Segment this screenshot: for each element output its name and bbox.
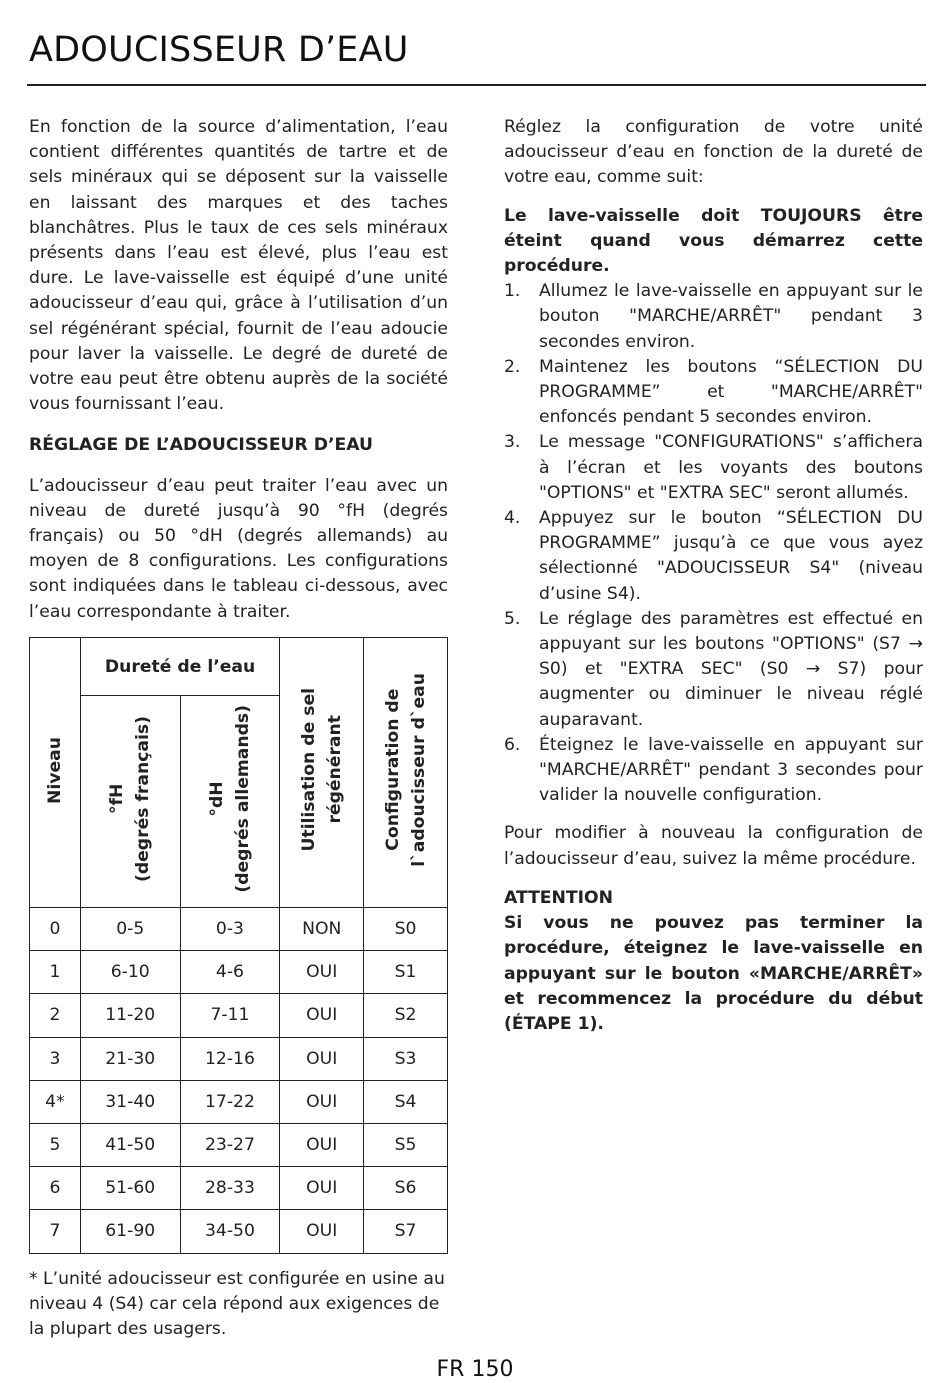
step-text: Le réglage des paramètres est effectué en appuyant sur les boutons "OPTIONS" (S7 → S0) et "EXTRA SEC" (S0 → S7) pour augmenter ou diminuer le niveau réglé auparavant. — [539, 608, 923, 730]
step-text: Maintenez les boutons “SÉLECTION DU PROGRAMME” et "MARCHE/ARRÊT" enfoncés pendant 5 secondes environ. — [539, 356, 923, 428]
cell-salt: OUI — [280, 1080, 364, 1123]
step-number: 5. — [504, 608, 521, 629]
cell-dh: 4-6 — [180, 951, 280, 994]
cell-fh: 11-20 — [80, 994, 180, 1037]
cell-dh: 17-22 — [180, 1080, 280, 1123]
left-column — [29, 115, 448, 625]
cell-dh: 7-11 — [180, 994, 280, 1037]
step-number: 2. — [504, 356, 521, 377]
cell-fh: 6-10 — [80, 951, 180, 994]
header-config: Configuration de l`adoucisseur d`eau — [364, 638, 448, 908]
cell-config: S1 — [364, 951, 448, 994]
cell-fh: 41-50 — [80, 1123, 180, 1166]
table-row — [30, 951, 448, 994]
header-salt: Utilisation de sel régénérant — [280, 638, 364, 908]
list-item — [504, 506, 923, 607]
cell-salt: OUI — [280, 994, 364, 1037]
cell-config: S0 — [364, 908, 448, 951]
cell-dh: 23-27 — [180, 1123, 280, 1166]
cell-config: S3 — [364, 1037, 448, 1080]
cell-level: 2 — [30, 994, 81, 1037]
table-row — [30, 908, 448, 951]
header-fh: °fH (degrés français) — [80, 696, 180, 908]
cell-config: S7 — [364, 1210, 448, 1253]
right-column — [504, 115, 923, 1037]
cell-config: S6 — [364, 1167, 448, 1210]
title-divider — [27, 84, 926, 86]
procedure-outro: Pour modifier à nouveau la configuration de l’adoucisseur d’eau, suivez la même procédure. — [504, 823, 923, 869]
attention-text: Si vous ne pouvez pas terminer la procédure, éteignez le lave-vaisselle en appuyant sur le bouton «MARCHE/ARRÊT» et recommencez la procédure du début (ÉTAPE 1). — [504, 913, 923, 1034]
setting-paragraph: L’adoucisseur d’eau peut traiter l’eau avec un niveau de dureté jusqu’à 90 °fH (degrés français) ou 50 °dH (degrés allemands) au moyen de 8 configurations. Les configurations sont indiquées dans le tableau ci-dessous, avec l’eau correspondante à traiter. — [29, 475, 448, 622]
cell-level: 4* — [30, 1080, 81, 1123]
table-row — [30, 1080, 448, 1123]
step-text: Appuyez sur le bouton “SÉLECTION DU PROGRAMME” jusqu’à ce que vous ayez sélectionné "ADOUCISSEUR S4" (niveau d’usine S4). — [539, 508, 923, 604]
step-text: Éteignez le lave-vaisselle en appuyant sur "MARCHE/ARRÊT" pendant 3 secondes pour valider la nouvelle configuration. — [539, 734, 923, 806]
cell-config: S2 — [364, 994, 448, 1037]
cell-fh: 61-90 — [80, 1210, 180, 1253]
list-item — [504, 355, 923, 431]
cell-fh: 31-40 — [80, 1080, 180, 1123]
section-heading: RÉGLAGE DE L’ADOUCISSEUR D’EAU — [29, 435, 373, 456]
cell-fh: 0-5 — [80, 908, 180, 951]
cell-level: 1 — [30, 951, 81, 994]
cell-salt: OUI — [280, 1037, 364, 1080]
procedure-warning: Le lave-vaisselle doit TOUJOURS être éteint quand vous démarrez cette procédure. — [504, 205, 923, 277]
step-number: 3. — [504, 432, 521, 453]
cell-config: S5 — [364, 1123, 448, 1166]
page-title: ADOUCISSEUR D’EAU — [29, 30, 409, 70]
attention-title: ATTENTION — [504, 887, 614, 908]
cell-fh: 51-60 — [80, 1167, 180, 1210]
cell-salt: NON — [280, 908, 364, 951]
cell-salt: OUI — [280, 1167, 364, 1210]
cell-fh: 21-30 — [80, 1037, 180, 1080]
step-number: 6. — [504, 734, 521, 755]
step-text: Le message "CONFIGURATIONS" s’affichera à l’écran et les voyants des boutons "OPTIONS" et "EXTRA SEC" seront allumés. — [539, 432, 923, 503]
header-hardness-group: Dureté de l’eau — [80, 638, 279, 696]
cell-level: 0 — [30, 908, 81, 951]
cell-dh: 12-16 — [180, 1037, 280, 1080]
procedure-intro: Réglez la configuration de votre unité adoucisseur d’eau en fonction de la dureté de votre eau, comme suit: — [504, 117, 923, 188]
step-text: Allumez le lave-vaisselle en appuyant sur le bouton "MARCHE/ARRÊT" pendant 3 secondes environ. — [539, 281, 923, 352]
list-item — [504, 733, 923, 809]
procedure-steps — [504, 279, 923, 808]
header-dh: °dH (degrés allemands) — [180, 696, 280, 908]
cell-level: 5 — [30, 1123, 81, 1166]
page-number: FR 150 — [436, 1357, 514, 1382]
table-row — [30, 1167, 448, 1210]
table-row — [30, 994, 448, 1037]
hardness-table — [29, 637, 448, 1254]
step-number: 4. — [504, 508, 521, 529]
cell-dh: 34-50 — [180, 1210, 280, 1253]
cell-salt: OUI — [280, 951, 364, 994]
cell-config: S4 — [364, 1080, 448, 1123]
list-item — [504, 607, 923, 733]
table-row — [30, 1037, 448, 1080]
step-number: 1. — [504, 281, 521, 302]
cell-level: 7 — [30, 1210, 81, 1253]
intro-paragraph: En fonction de la source d’alimentation, l’eau contient différentes quantités de tartre et de sels minéraux qui se déposent sur la vaisselle en laissant des marques et des taches blanchâtres. Plus le taux de ces sels minéraux présents dans l’eau est élevé, plus l’eau est dure. Le lave-vaisselle est équipé d’une unité adoucisseur d’eau qui, grâce à l’utilisation d’un sel régénérant spécial, fournit de l’eau adoucie pour laver la vaisselle. Le degré de dureté de votre eau peut être obtenu auprès de la société vous fournissant l’eau. — [29, 117, 448, 415]
cell-salt: OUI — [280, 1123, 364, 1166]
header-level: Niveau — [30, 638, 81, 908]
cell-level: 3 — [30, 1037, 81, 1080]
table-footnote: * L’unité adoucisseur est configurée en usine au niveau 4 (S4) car cela répond aux exigences de la plupart des usagers. — [29, 1269, 445, 1340]
table-row — [30, 1123, 448, 1166]
cell-dh: 0-3 — [180, 908, 280, 951]
list-item — [504, 430, 923, 506]
cell-dh: 28-33 — [180, 1167, 280, 1210]
cell-salt: OUI — [280, 1210, 364, 1253]
cell-level: 6 — [30, 1167, 81, 1210]
list-item — [504, 279, 923, 355]
table-row — [30, 1210, 448, 1253]
